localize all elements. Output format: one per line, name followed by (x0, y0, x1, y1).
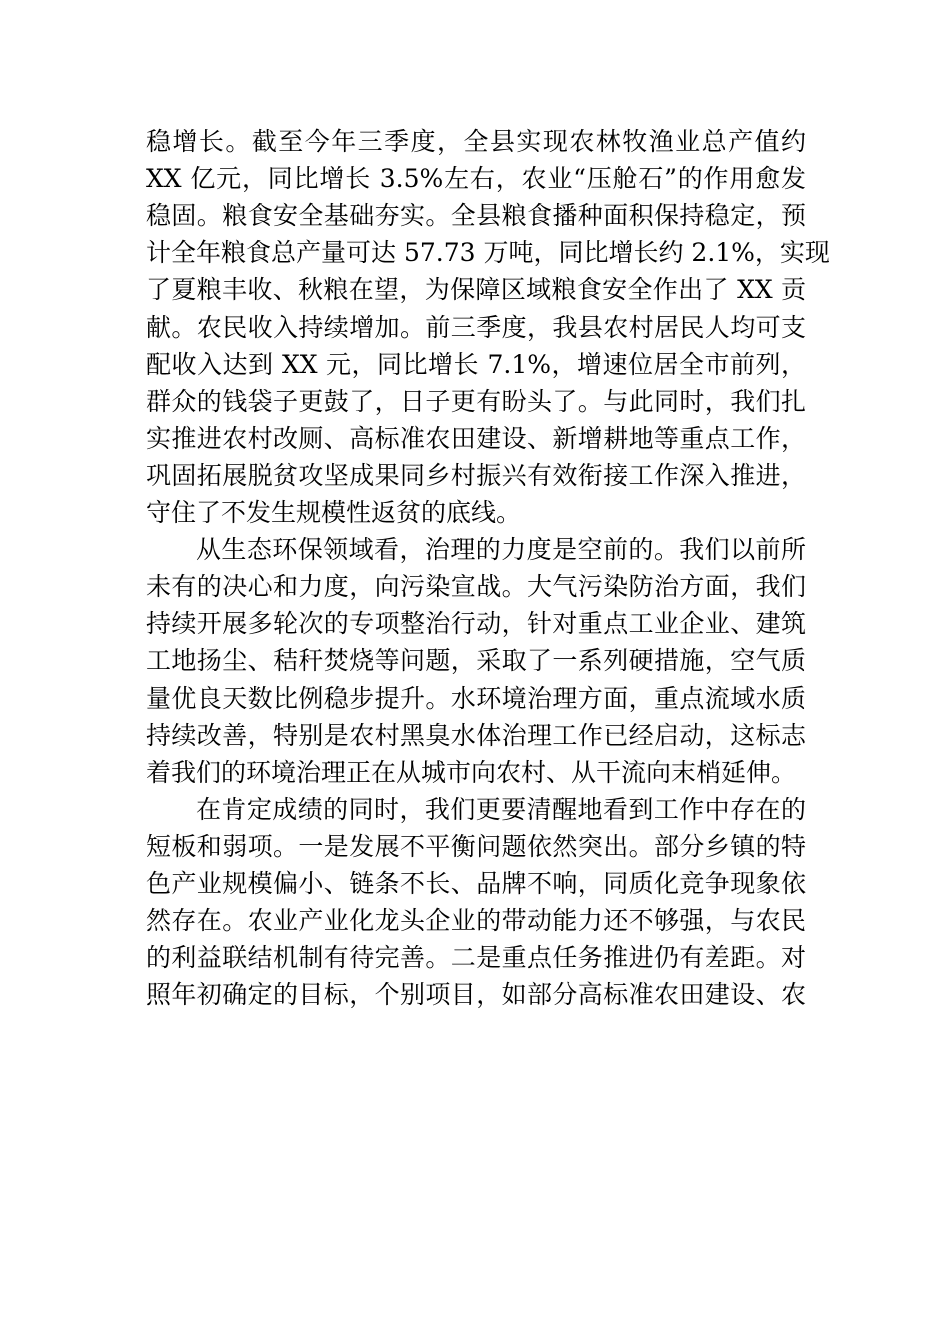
text-line: XX 亿元，同比增长 3.5%左右，农业“压舱石”的作用愈发 (146, 164, 806, 193)
text-line: 配收入达到 XX 元，同比增长 7.1%，增速位居全市前列， (146, 350, 806, 379)
text-line: 计全年粮食总产量可达 57.73 万吨，同比增长约 2.1%，实现 (146, 238, 830, 267)
text-line: 献。农民收入持续增加。前三季度，我县农村居民人均可支 (146, 313, 806, 342)
text-line: 巩固拓展脱贫攻坚成果同乡村振兴有效衔接工作深入推进， (146, 461, 806, 490)
text-line: 持续改善，特别是农村黑臭水体治理工作已经启动，这标志 (146, 721, 806, 750)
paragraph-first-line: 在肯定成绩的同时，我们更要清醒地看到工作中存在的 (196, 795, 806, 824)
text-line: 稳固。粮食安全基础夯实。全县粮食播种面积保持稳定，预 (146, 201, 806, 230)
text-line: 守住了不发生规模性返贫的底线。 (146, 498, 522, 527)
text-line: 照年初确定的目标，个别项目，如部分高标准农田建设、农 (146, 980, 806, 1009)
text-line: 着我们的环境治理正在从城市向农村、从干流向末梢延伸。 (146, 758, 797, 787)
text-line: 的利益联结机制有待完善。二是重点任务推进仍有差距。对 (146, 943, 806, 972)
text-line: 群众的钱袋子更鼓了，日子更有盼头了。与此同时，我们扎 (146, 387, 806, 416)
text-line: 实推进农村改厕、高标准农田建设、新增耕地等重点工作， (146, 424, 806, 453)
text-line: 量优良天数比例稳步提升。水环境治理方面，重点流域水质 (146, 684, 806, 713)
text-line: 工地扬尘、秸秆焚烧等问题，采取了一系列硬措施，空气质 (146, 646, 806, 675)
text-line: 然存在。农业产业化龙头企业的带动能力还不够强，与农民 (146, 906, 806, 935)
text-line: 短板和弱项。一是发展不平衡问题依然突出。部分乡镇的特 (146, 832, 806, 861)
text-line: 持续开展多轮次的专项整治行动，针对重点工业企业、建筑 (146, 609, 806, 638)
text-line: 色产业规模偏小、链条不长、品牌不响，同质化竞争现象依 (146, 869, 806, 898)
text-line: 了夏粮丰收、秋粮在望，为保障区域粮食安全作出了 XX 贡 (146, 275, 806, 304)
text-line: 稳增长。截至今年三季度，全县实现农林牧渔业总产值约 (146, 127, 806, 156)
text-line: 未有的决心和力度，向污染宣战。大气污染防治方面，我们 (146, 572, 806, 601)
paragraph-first-line: 从生态环保领域看，治理的力度是空前的。我们以前所 (196, 535, 806, 564)
